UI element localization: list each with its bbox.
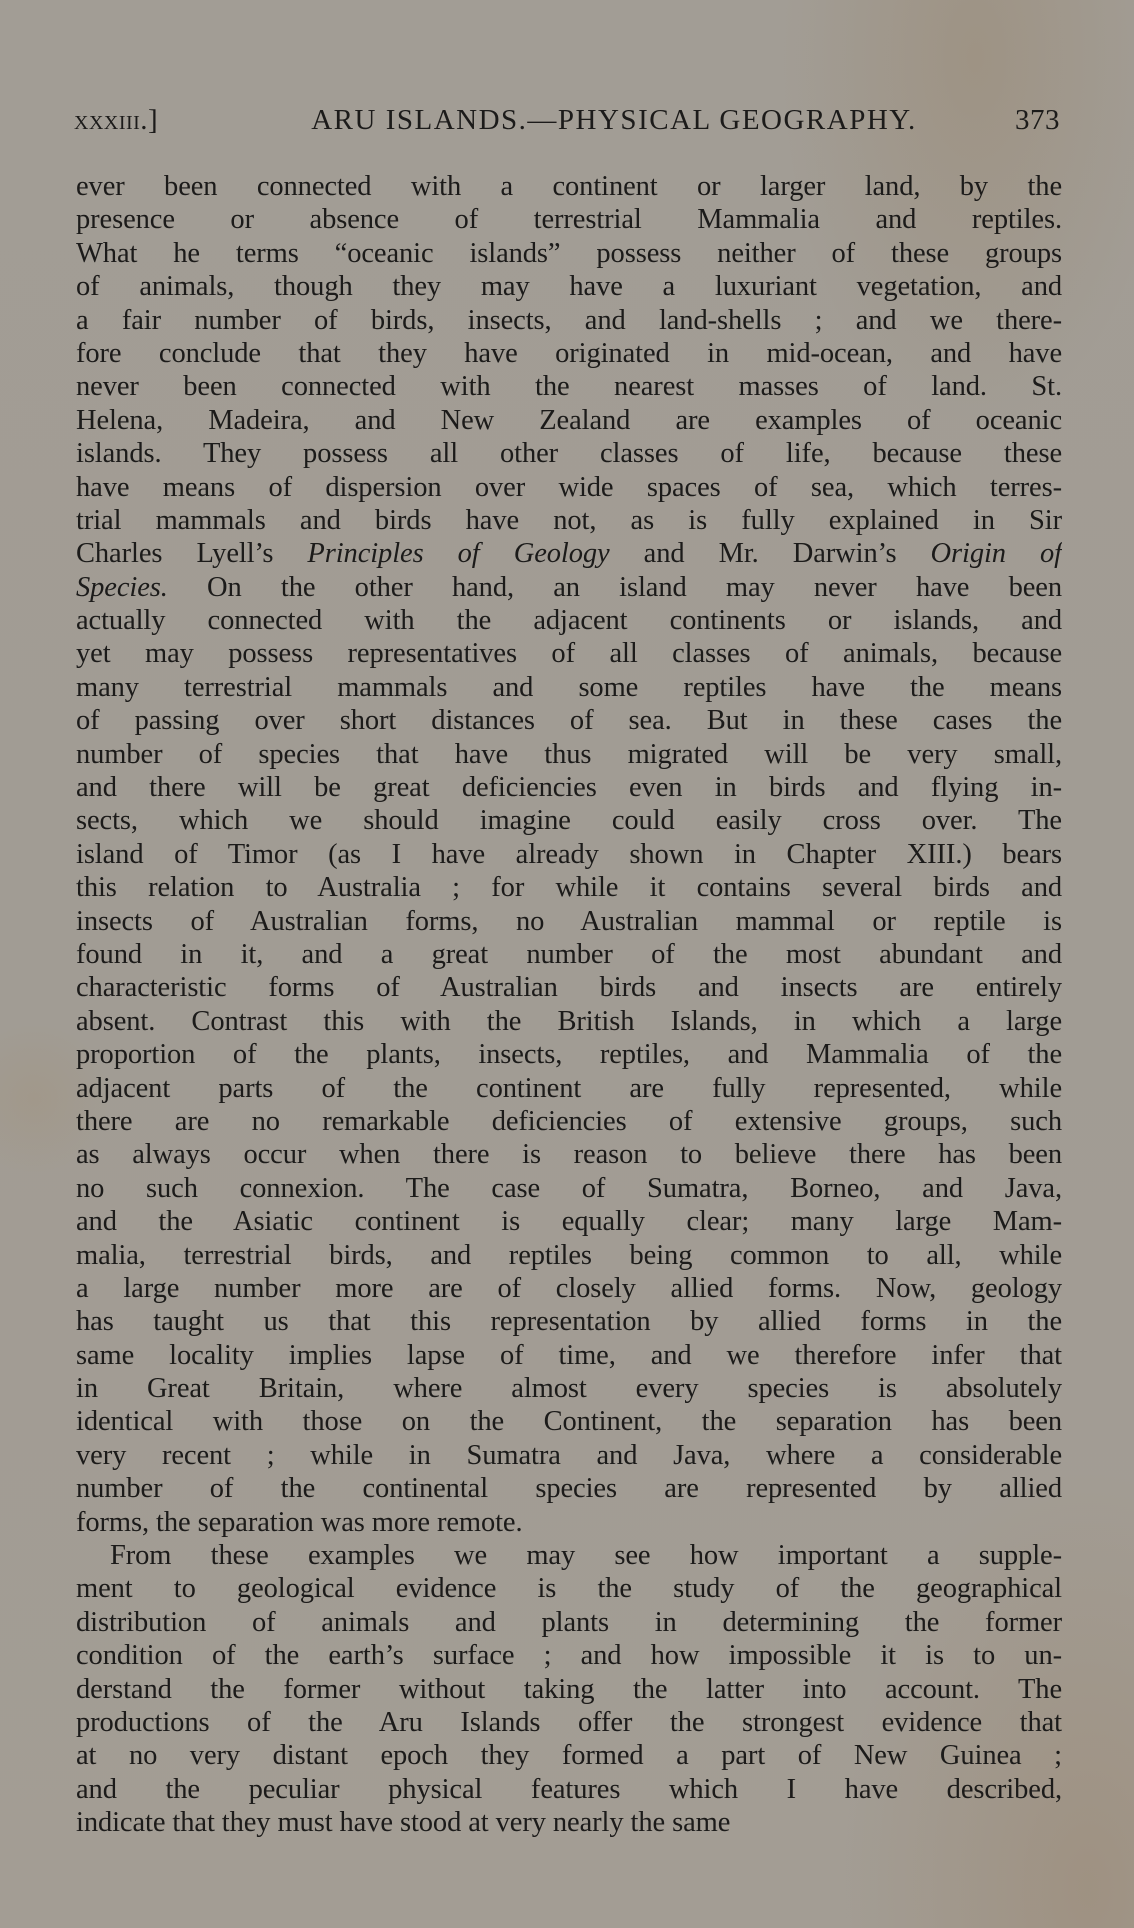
text-line <box>76 571 1062 604</box>
text-line <box>76 437 1062 470</box>
text-segment: What he terms “oceanic islands” possess neither of these groups <box>76 237 1062 269</box>
text-segment: actually connected with the adjacent continents or islands, and <box>76 605 1062 637</box>
text-segment: On the other hand, an island may never have been <box>167 571 1062 603</box>
text-segment: number of the continental species are represented by allied <box>76 1473 1062 1505</box>
chapter-number: xxxiii.] <box>74 104 159 136</box>
text-line <box>76 1272 1062 1305</box>
text-line <box>76 804 1062 837</box>
text-line <box>76 1405 1062 1438</box>
text-line <box>76 938 1062 971</box>
text-segment: as always occur when there is reason to believe there has been <box>76 1139 1062 1171</box>
text-segment: proportion of the plants, insects, reptiles, and Mammalia of the <box>76 1039 1062 1071</box>
text-segment: has taught us that this representation by allied forms in the <box>76 1306 1062 1338</box>
text-line <box>76 1773 1062 1806</box>
text-line <box>76 471 1062 504</box>
text-line <box>76 1038 1062 1071</box>
text-line <box>76 370 1062 403</box>
text-segment: and the Asiatic continent is equally clear; many large Mam- <box>76 1206 1062 1238</box>
text-line <box>76 504 1062 537</box>
text-line <box>76 1706 1062 1739</box>
text-segment: have means of dispersion over wide spaces of sea, which terres- <box>76 471 1062 503</box>
text-line <box>76 237 1062 270</box>
text-segment: same locality implies lapse of time, and we therefore infer that <box>76 1339 1062 1371</box>
text-line <box>76 1673 1062 1706</box>
text-segment: malia, terrestrial birds, and reptiles being common to all, while <box>76 1239 1062 1271</box>
text-segment: adjacent parts of the continent are fully represented, while <box>76 1072 1062 1104</box>
text-line <box>76 537 1062 570</box>
text-line <box>76 1005 1062 1038</box>
text-segment: a large number more are of closely allied forms. Now, geology <box>76 1272 1062 1304</box>
text-segment: and there will be great deficiencies even in birds and flying in- <box>76 772 1062 804</box>
text-line <box>76 905 1062 938</box>
running-header <box>74 100 1060 140</box>
text-segment: there are no remarkable deficiencies of extensive groups, such <box>76 1105 1062 1137</box>
text-segment: islands. They possess all other classes of life, because these <box>76 438 1062 470</box>
text-line <box>76 604 1062 637</box>
text-line <box>76 704 1062 737</box>
text-segment: presence or absence of terrestrial Mammalia and reptiles. <box>76 204 1062 236</box>
text-line <box>76 838 1062 871</box>
text-line <box>76 270 1062 303</box>
page-number: 373 <box>1015 104 1060 136</box>
text-line <box>76 170 1062 203</box>
text-line <box>76 1606 1062 1639</box>
text-segment: identical with those on the Continent, the separation has been <box>76 1406 1062 1438</box>
text-segment: fore conclude that they have originated in mid-ocean, and have <box>76 337 1062 369</box>
text-line <box>76 1439 1062 1472</box>
text-line <box>76 1739 1062 1772</box>
body-text <box>76 170 1062 1890</box>
text-line <box>76 1172 1062 1205</box>
text-segment: this relation to Australia ; for while it contains several birds and <box>76 872 1062 904</box>
text-segment: never been connected with the nearest masses of land. St. <box>76 371 1062 403</box>
text-line <box>76 1472 1062 1505</box>
text-line <box>76 1339 1062 1372</box>
text-segment: Charles Lyell’s <box>76 538 308 570</box>
text-segment: ever been connected with a continent or larger land, by the <box>76 171 1062 202</box>
text-segment: no such connexion. The case of Sumatra, Borneo, and Java, <box>76 1172 1062 1204</box>
text-line <box>76 1305 1062 1338</box>
text-segment: a fair number of birds, insects, and land-shells ; and we there- <box>76 304 1062 336</box>
text-segment: distribution of animals and plants in determining the former <box>76 1606 1062 1638</box>
text-line <box>76 1239 1062 1272</box>
text-segment: characteristic forms of Australian birds and insects are entirely <box>76 972 1062 1004</box>
text-segment: condition of the earth’s surface ; and how impossible it is to un- <box>76 1640 1062 1672</box>
text-segment: of animals, though they may have a luxuriant vegetation, and <box>76 271 1062 303</box>
text-line <box>76 1806 1062 1839</box>
text-line <box>76 1072 1062 1105</box>
italic-title: Principles of Geology <box>307 538 610 570</box>
italic-title: Species. <box>76 571 168 603</box>
text-line <box>76 1205 1062 1238</box>
text-line <box>76 1105 1062 1138</box>
text-segment: From these examples we may see how important a supple- <box>110 1540 1062 1572</box>
text-segment: productions of the Aru Islands offer the strongest evidence that <box>76 1706 1062 1738</box>
text-segment: Helena, Madeira, and New Zealand are examples of oceanic <box>76 404 1062 436</box>
text-line <box>76 738 1062 771</box>
text-segment: derstand the former without taking the latter into account. The <box>76 1673 1062 1705</box>
text-line <box>76 1539 1062 1572</box>
text-segment: sects, which we should imagine could easily cross over. The <box>76 805 1062 837</box>
text-segment: forms, the separation was more remote. <box>76 1506 523 1538</box>
text-segment: trial mammals and birds have not, as is fully explained in Sir <box>76 504 1062 536</box>
text-segment: and Mr. Darwin’s <box>609 538 931 570</box>
text-line <box>76 1372 1062 1405</box>
text-segment: absent. Contrast this with the British Islands, in which a large <box>76 1005 1062 1037</box>
text-line <box>76 404 1062 437</box>
text-line <box>76 771 1062 804</box>
text-segment: island of Timor (as I have already shown in Chapter XIII.) bears <box>76 838 1062 870</box>
text-line <box>76 1138 1062 1171</box>
text-line <box>76 337 1062 370</box>
text-line <box>76 1572 1062 1605</box>
text-segment: ment to geological evidence is the study of the geographical <box>76 1573 1062 1605</box>
italic-title: Origin of <box>930 538 1062 570</box>
text-line <box>76 203 1062 236</box>
text-segment: in Great Britain, where almost every species is absolutely <box>76 1373 1062 1405</box>
running-title: ARU ISLANDS.—PHYSICAL GEOGRAPHY. <box>311 104 917 136</box>
text-line <box>76 1506 1062 1539</box>
text-segment: and the peculiar physical features which I have described, <box>76 1773 1062 1805</box>
text-line <box>76 637 1062 670</box>
text-line <box>76 304 1062 337</box>
text-line <box>76 971 1062 1004</box>
text-line <box>76 671 1062 704</box>
text-segment: insects of Australian forms, no Australian mammal or reptile is <box>76 905 1062 937</box>
text-segment: at no very distant epoch they formed a part of New Guinea ; <box>76 1740 1062 1772</box>
text-segment: many terrestrial mammals and some reptiles have the means <box>76 671 1062 703</box>
text-segment: very recent ; while in Sumatra and Java, where a considerable <box>76 1439 1062 1471</box>
text-segment: found in it, and a great number of the most abundant and <box>76 938 1062 970</box>
text-segment: yet may possess representatives of all classes of animals, because <box>76 638 1062 670</box>
text-segment: number of species that have thus migrated will be very small, <box>76 738 1062 770</box>
text-line <box>76 871 1062 904</box>
text-segment: of passing over short distances of sea. But in these cases the <box>76 705 1062 737</box>
text-line <box>76 1639 1062 1672</box>
text-segment: indicate that they must have stood at very nearly the same <box>76 1807 731 1839</box>
